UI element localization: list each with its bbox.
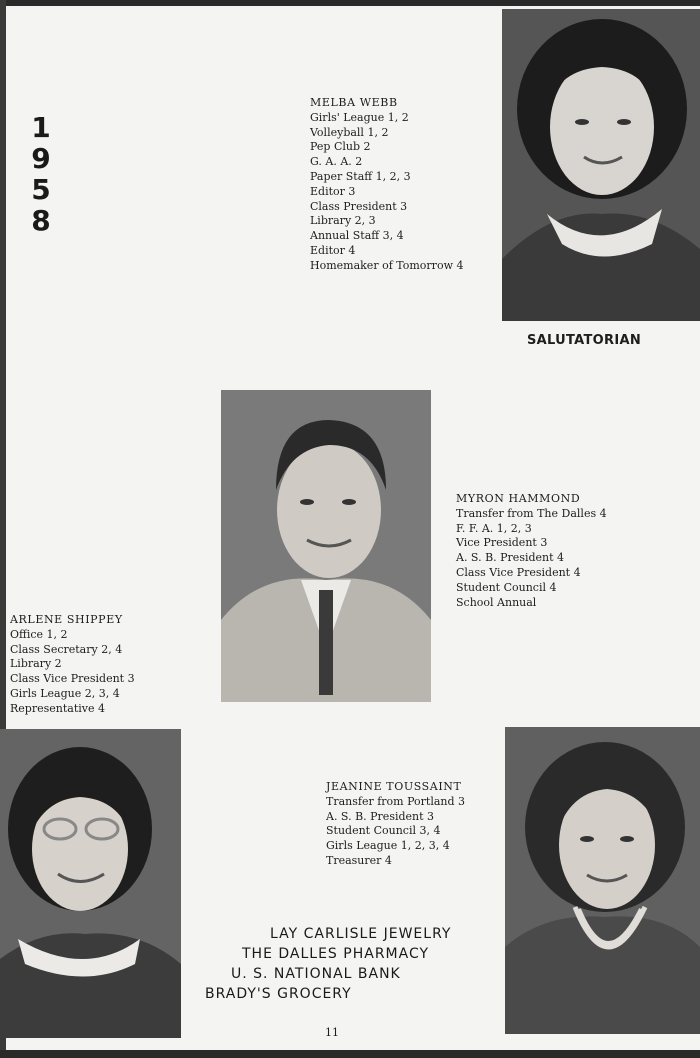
student-name: JEANINE TOUSSAINT bbox=[326, 780, 462, 793]
page-edge-top bbox=[0, 0, 700, 6]
portrait-photo-melba-webb bbox=[502, 9, 700, 321]
year-vertical bbox=[26, 112, 56, 236]
page-number: 11 bbox=[325, 1026, 339, 1039]
activity: Girls League 2, 3, 4 bbox=[10, 686, 120, 700]
activity: G. A. A. 2 bbox=[310, 155, 363, 169]
activity: Class Secretary 2, 4 bbox=[10, 642, 123, 656]
portrait-photo-arlene-shippey bbox=[0, 729, 181, 1038]
activity: Transfer from The Dalles 4 bbox=[456, 506, 607, 520]
activity: Girls' League 1, 2 bbox=[310, 110, 409, 124]
student-name: MYRON HAMMOND bbox=[456, 492, 581, 505]
activity: A. S. B. President 4 bbox=[456, 551, 565, 565]
activity: Transfer from Portland 3 bbox=[326, 794, 466, 808]
activity: Pep Club 2 bbox=[310, 140, 371, 154]
portrait-photo-jeanine-toussaint bbox=[505, 727, 700, 1034]
student-name: ARLENE SHIPPEY bbox=[10, 613, 123, 626]
sponsor-line: BRADY'S GROCERY bbox=[205, 986, 352, 1002]
activity: Library 2, 3 bbox=[310, 214, 376, 228]
activity: Representative 4 bbox=[10, 701, 105, 715]
sponsor-line: THE DALLES PHARMACY bbox=[242, 946, 430, 962]
salutatorian-caption: SALUTATORIAN bbox=[527, 333, 642, 348]
page-edge-bottom bbox=[0, 1050, 700, 1058]
activity: A. S. B. President 3 bbox=[326, 809, 435, 823]
student-entry-melba-webb bbox=[310, 96, 463, 274]
student-entry-jeanine-toussaint bbox=[326, 780, 465, 869]
year-digit: 5 bbox=[31, 173, 51, 206]
activity: Class Vice President 3 bbox=[10, 672, 135, 686]
activity: Editor 3 bbox=[310, 184, 356, 198]
student-entry-myron-hammond bbox=[456, 492, 607, 610]
activity: Volleyball 1, 2 bbox=[310, 125, 389, 139]
activity: F. F. A. 1, 2, 3 bbox=[456, 521, 532, 535]
activity: Homemaker of Tomorrow 4 bbox=[310, 258, 464, 272]
activity: Treasurer 4 bbox=[326, 853, 392, 867]
year-digit: 9 bbox=[31, 142, 51, 175]
activity: Student Council 3, 4 bbox=[326, 824, 441, 838]
sponsor-line: U. S. NATIONAL BANK bbox=[231, 966, 401, 982]
activity: Class Vice President 4 bbox=[456, 565, 581, 579]
student-entry-arlene-shippey bbox=[10, 613, 135, 717]
activity: Office 1, 2 bbox=[10, 627, 68, 641]
activity: Girls League 1, 2, 3, 4 bbox=[326, 839, 450, 853]
activity: Class President 3 bbox=[310, 199, 408, 213]
activity: Library 2 bbox=[10, 657, 62, 671]
activity: Annual Staff 3, 4 bbox=[310, 229, 404, 243]
activity: Student Council 4 bbox=[456, 580, 557, 594]
year-digit: 8 bbox=[31, 204, 51, 237]
sponsor-line: LAY CARLISLE JEWELRY bbox=[270, 926, 452, 942]
activity: Paper Staff 1, 2, 3 bbox=[310, 169, 411, 183]
activity: School Annual bbox=[456, 595, 537, 609]
year-digit: 1 bbox=[31, 111, 51, 144]
student-name: MELBA WEBB bbox=[310, 96, 398, 109]
activity: Editor 4 bbox=[310, 243, 356, 257]
portrait-photo-myron-hammond bbox=[221, 390, 431, 702]
activity: Vice President 3 bbox=[456, 536, 548, 550]
